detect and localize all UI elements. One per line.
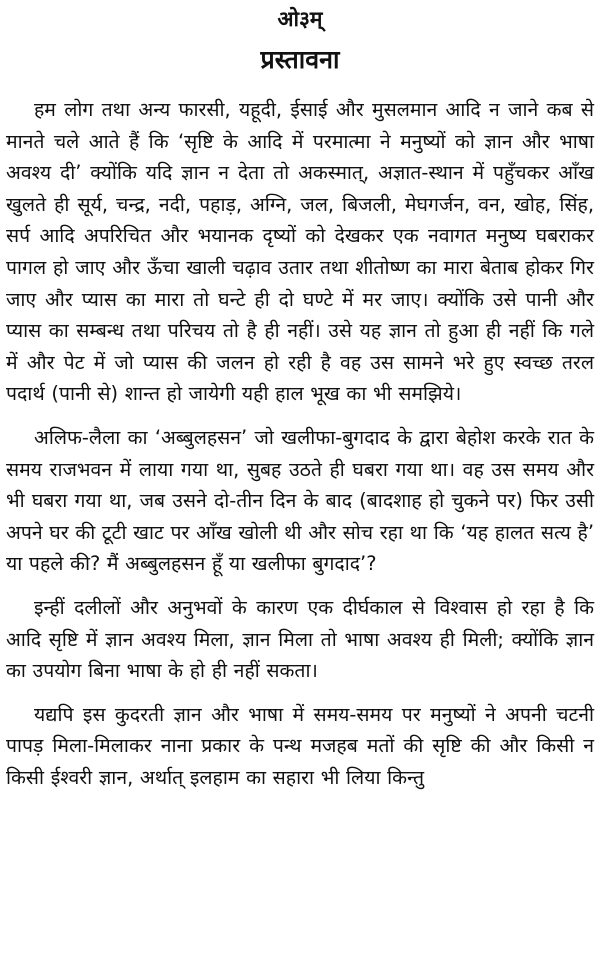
paragraph-4: यद्यपि इस कुदरती ज्ञान और भाषा में समय-समय पर मनुष्यों ने अपनी चटनी पापड़ मिला-मिलाकर नाना प्रकार के पन्थ मजहब मतों की सृष्टि की और किसी न किसी ईश्वरी ज्ञान, अर्थात् इलहाम का सहारा भी लिया किन्तु (6, 702, 594, 789)
paragraph-2: अलिफ-लैला का ‘अब्बुलहसन’ जो खलीफा-बुगदाद के द्वारा बेहोश करके रात के समय राजभवन में लाया गया था, सुबह उठते ही घबरा गया था। वह उस समय और भी घबरा गया था, जब उसने दो-तीन दिन के बाद (बादशाह हो चुकने पर) फिर उसी अपने घर की टूटी खाट पर आँख खोली थी और सोच रहा था कि ‘यह हालत सत्य है’ या पहले की? मैं अब्बुलहसन हूँ या खलीफा बुगदाद’? (6, 425, 594, 576)
paragraph-1: हम लोग तथा अन्य फारसी, यहूदी, ईसाई और मुसलमान आदि न जाने कब से मानते चले आते हैं कि ‘सृष्टि के आदि में परमात्मा ने मनुष्यों को ज्ञान और भाषा अवश्य दी’ क्योंकि यदि ज्ञान न देता तो अकस्मात्, अज्ञात-स्थान में पहुँचकर आँख खुलते ही सूर्य, चन्द्र, नदी, पहाड़, अग्नि, जल, बिजली, मेघगर्जन, वन, खोह, सिंह, सर्प आदि अपरिचित और भयानक दृष्यों को देखकर एक नवागत मनुष्य घबराकर पागल हो जाए और ऊँचा खाली चढ़ाव उतार तथा शीतोष्ण का मारा बेताब होकर गिर जाए और प्यास का मारा तो घन्टे ही दो घण्टे में मर जाए। क्योंकि उसे पानी और प्यास का सम्बन्ध तथा परिचय तो है ही नहीं। उसे यह ज्ञान तो हुआ ही नहीं कि गले में और पेट में जो प्यास की जलन हो रही है वह उस सामने भरे हुए स्वच्छ तरल पदार्थ (पानी से) शान्त हो जायेगी यही हाल भूख का भी समझिये। (6, 98, 594, 406)
page-title: प्रस्तावना (260, 45, 340, 74)
paragraph-3: इन्हीं दलीलों और अनुभवों के कारण एक दीर्घकाल से विश्वास हो रहा है कि आदि सृष्टि में ज्ञान अवश्य मिला, ज्ञान मिला तो भाषा अवश्य ही मिली; क्योंकि ज्ञान का उपयोग बिना भाषा के हो ही नहीं सकता। (6, 595, 594, 683)
invocation-heading: ओ३म् (277, 7, 323, 31)
